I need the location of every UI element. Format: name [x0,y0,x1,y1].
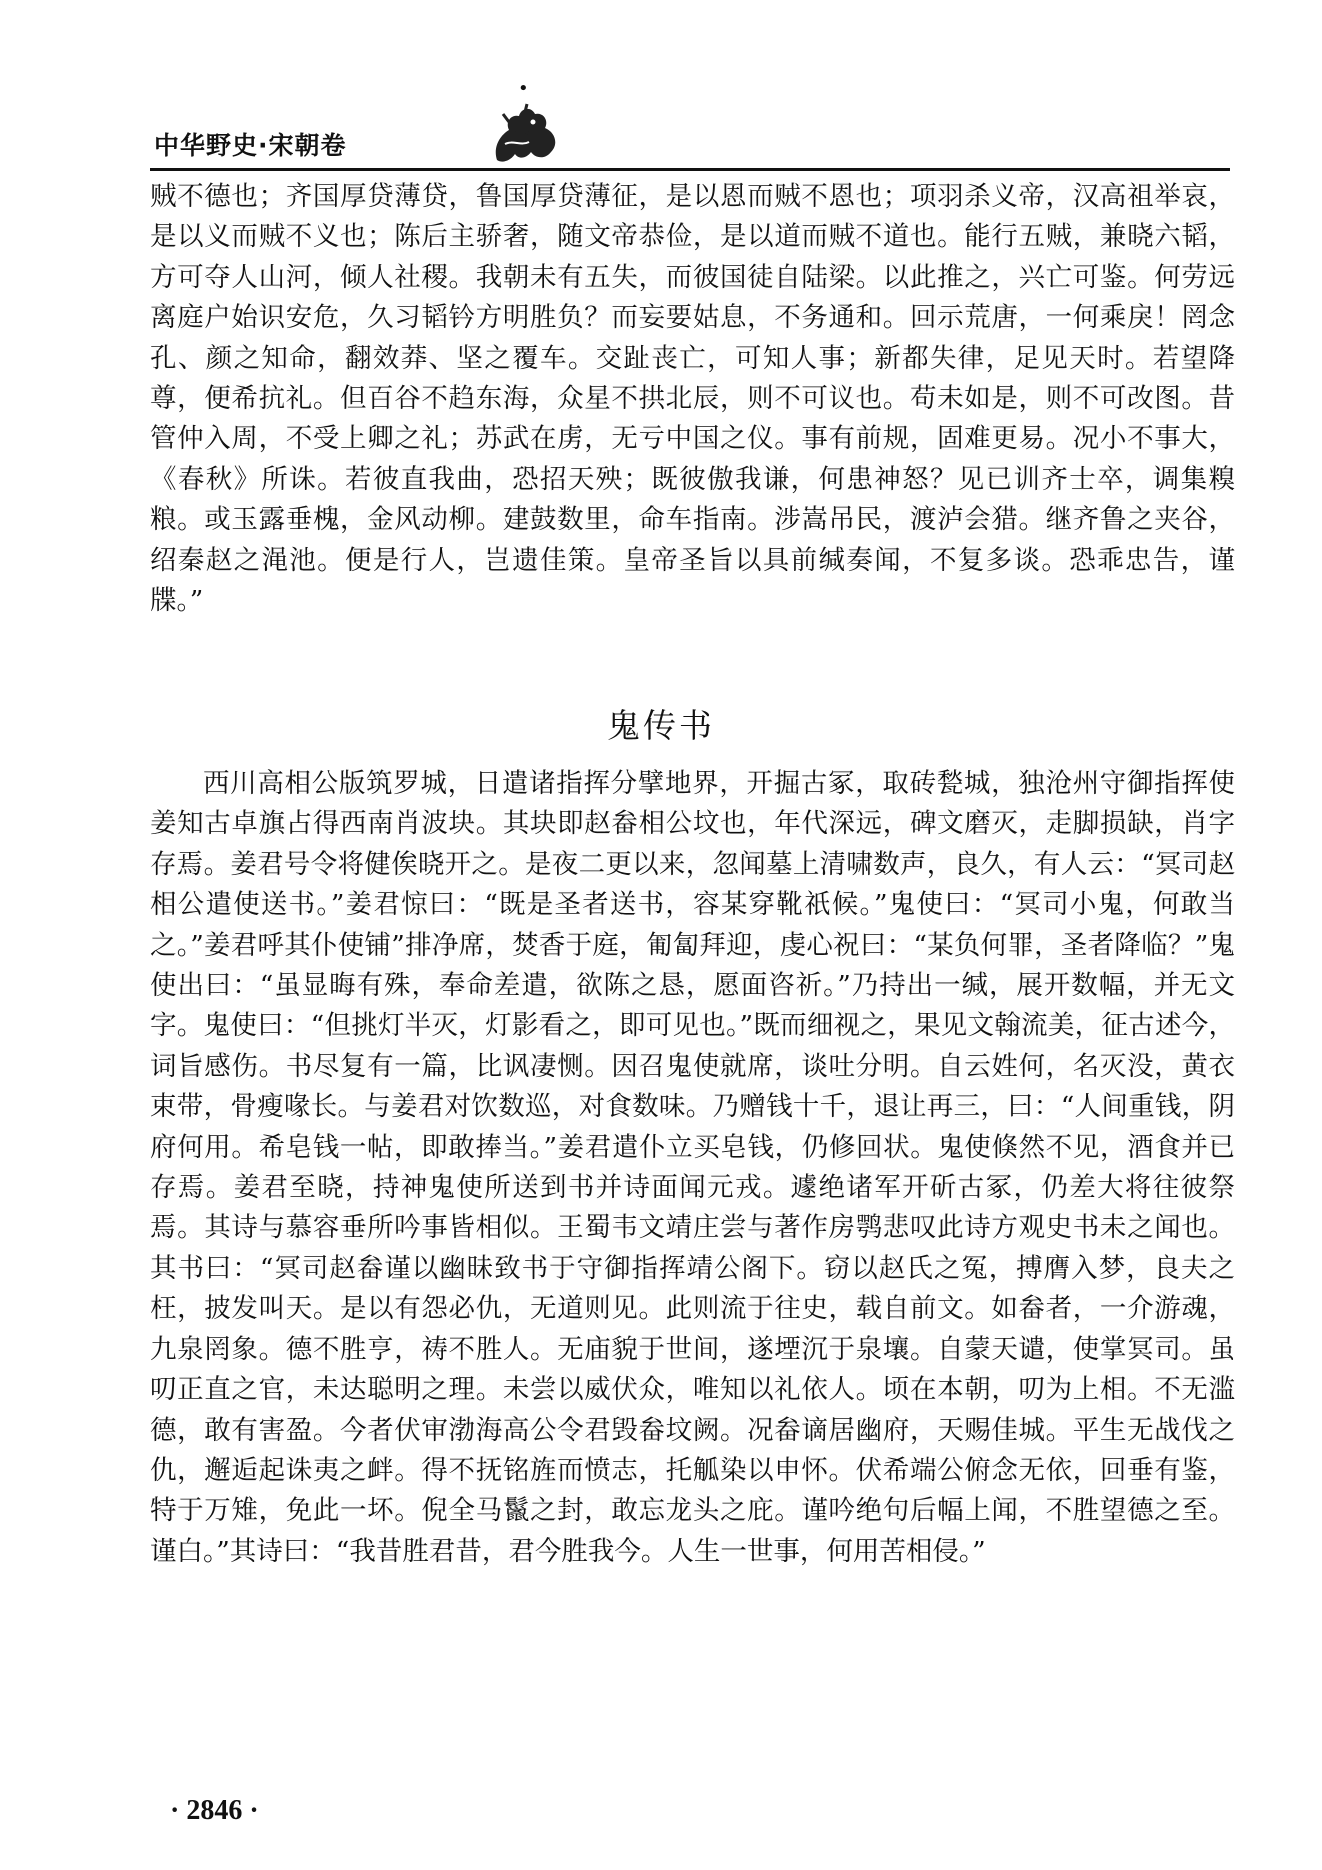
continued-text [150,177,1235,621]
dragon-emblem-icon [485,100,565,172]
header-dot: • [518,78,529,99]
section-title: 鬼传书 [607,706,715,745]
paragraph: 西川高相公版筑罗城，日遣诸指挥分擘地界，开掘古冢，取砖甃城，独沧州守御指挥使姜知古卓旗占得西南肖波块。其块即赵畚相公坟也，年代深远，碑文磨灭，走脚损缺，肖字存焉。姜君号令将健俟晓开之。是夜二更以来，忽闻墓上清啸数声，良久，有人云：“冥司赵相公遣使送书。”姜君惊曰：“既是圣者送书，容某穿靴祇候。”鬼使曰：“冥司小鬼，何敢当之。”姜君呼其仆使铺”排净席，焚香于庭，匍匐拜迎，虔心祝曰：“某负何罪，圣者降临？”鬼使出曰：“虽显晦有殊，奉命差遣，欲陈之恳，愿面咨祈。”乃持出一缄，展开数幅，并无文字。鬼使曰：“但挑灯半灭，灯影看之，即可见也。”既而细视之，果见文翰流美，征古述今，词旨感伤。书尽复有一篇，比讽凄恻。因召鬼使就席，谈吐分明。自云姓何，名灭没，黄衣束带，骨瘦喙长。与姜君对饮数巡，对食数味。乃赠钱十千，退让再三，曰：“人间重钱，阴府何用。希皂钱一帖，即敢捧当。”姜君遣仆立买皂钱，仍修回状。鬼使倏然不见，酒食并已存焉。姜君至晓，持神鬼使所送到书并诗面闻元戎。遽绝诸军开斫古冢，仍差大将往彼祭焉。其诗与慕容垂所吟事皆相似。王蜀韦文靖庄尝与著作房鹗悲叹此诗方观史书未之闻也。其书曰：“冥司赵畚谨以幽昧致书于守御指挥靖公阁下。窃以赵氏之冤，搏膺入梦，良夫之枉，披发叫天。是以有怨必仇，无道则见。此则流于往史，载自前文。如畚者，一介游魂，九泉罔象。德不胜亨，祷不胜人。无庙貌于世间，遂堙沉于泉壤。自蒙天谴，使掌冥司。虽叨正直之官，未达聪明之理。未尝以威伏众，唯知以礼依人。顷在本朝，叨为上相。不无滥德，敢有害盈。今者伏审渤海高公令君毁畚坟阙。况畚谪居幽府，天赐佳城。平生无战伐之仇，邂逅起诛夷之衅。得不抚铭旌而愤志，托觚染以申怀。伏希端公俯念无依，回垂有鉴，特于万雉，免此一坏。倪全马鬣之封，敢忘龙头之庇。谨吟绝句后幅上闻，不胜望德之至。谨白。”其诗曰：“我昔胜君昔，君今胜我今。人生一世事，何用苦相侵。” [150,768,1235,1567]
page-header [150,78,1230,172]
section-body [150,764,1235,1572]
header-rule [150,168,1230,171]
paragraph: 贼不德也；齐国厚贷薄贷，鲁国厚贷薄征，是以恩而贼不恩也；项羽杀义帝，汉高祖举哀，是以义而贼不义也；陈后主骄奢，随文帝恭俭，是以道而贼不道也。能行五贼，兼晓六韬，方可夺人山河，倾人社稷。我朝未有五失，而彼国徒自陆梁。以此推之，兴亡可鉴。何劳远离庭户始识安危，久习韬钤方明胜负？而妄要姑息，不务通和。回示荒唐，一何乘戾！罔念孔、颜之知命，翻效莽、坚之覆车。交趾丧亡，可知人事；新都失律，足见天时。若望降尊，便希抗礼。但百谷不趋东海，众星不拱北辰，则不可议也。苟未如是，则不可改图。昔管仲入周，不受上卿之礼；苏武在虏，无亏中国之仪。事有前规，固难更易。况小不事大，《春秋》所诛。若彼直我曲，恐招天殃；既彼傲我谦，何患神怒？见已训齐士卒，调集糗粮。或玉露垂槐，金风动柳。建鼓数里，命车指南。涉嵩吊民，渡泸会猎。继齐鲁之夹谷，绍秦赵之渑池。便是行人，岂遗佳策。皇帝圣旨以具前缄奏闻，不复多谈。恐乖忠告，谨牒。” [150,181,1235,617]
page-number: · 2846 · [170,1795,259,1826]
running-title: 中华野史·宋朝卷 [154,131,347,160]
